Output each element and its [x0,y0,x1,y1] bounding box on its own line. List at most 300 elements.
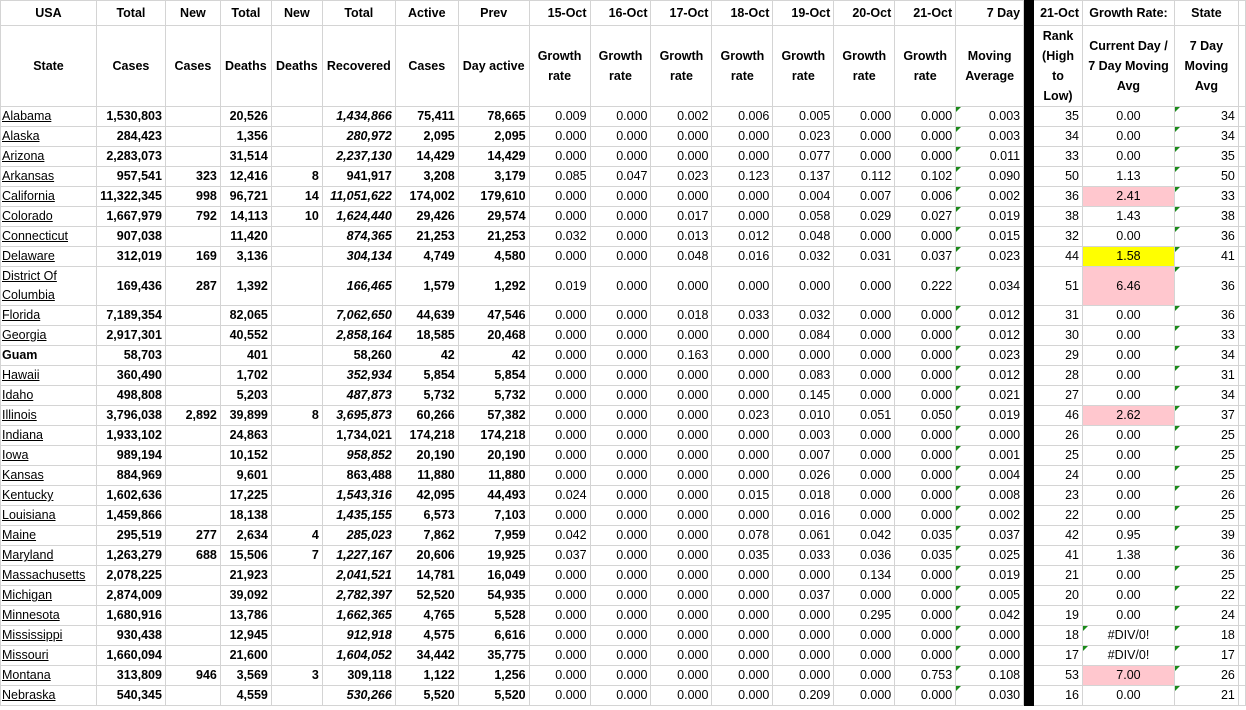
active-cases-cell[interactable]: 20,606 [395,546,458,566]
growth-rate-cell[interactable]: 0.000 [651,386,712,406]
new-deaths-cell[interactable] [271,426,322,446]
growth-ratio-cell[interactable]: 1.58 [1083,247,1175,267]
total-cases-cell[interactable]: 2,078,225 [96,566,165,586]
state-7day-ma-cell[interactable]: 22 [1174,586,1238,606]
growth-rate-cell[interactable]: 0.000 [529,306,590,326]
prev-day-active-cell[interactable]: 174,218 [458,426,529,446]
hdr-usa[interactable]: USA [1,1,97,26]
hdr-state-ma[interactable]: State [1174,1,1238,26]
total-cases-cell[interactable]: 1,530,803 [96,107,165,127]
growth-rate-cell[interactable]: 0.295 [834,606,895,626]
state-link[interactable]: Louisiana [1,506,97,526]
growth-rate-cell[interactable]: 0.018 [773,486,834,506]
growth-rate-cell[interactable]: 0.000 [529,626,590,646]
growth-rate-cell[interactable]: 0.753 [895,666,956,686]
growth-rate-cell[interactable]: 0.000 [712,506,773,526]
growth-rate-cell[interactable]: 0.000 [651,486,712,506]
hdr-19-oct[interactable]: 19-Oct [773,1,834,26]
growth-rate-cell[interactable]: 0.000 [712,127,773,147]
total-cases-cell[interactable]: 907,038 [96,227,165,247]
state-7day-ma-cell[interactable]: 39 [1174,526,1238,546]
state-link[interactable]: Alabama [1,107,97,127]
growth-rate-cell[interactable]: 0.000 [651,366,712,386]
growth-rate-cell[interactable]: 0.000 [529,127,590,147]
moving-average-cell[interactable]: 0.019 [956,207,1024,227]
growth-rate-cell[interactable]: 0.006 [895,187,956,207]
growth-rate-cell[interactable]: 0.000 [895,386,956,406]
rank-cell[interactable]: 44 [1034,247,1083,267]
total-deaths-cell[interactable]: 3,569 [220,666,271,686]
total-cases-cell[interactable]: 2,874,009 [96,586,165,606]
growth-rate-cell[interactable]: 0.000 [895,466,956,486]
total-deaths-cell[interactable]: 11,420 [220,227,271,247]
new-cases-cell[interactable]: 946 [165,666,220,686]
state-link[interactable]: Maryland [1,546,97,566]
state-link[interactable]: Michigan [1,586,97,606]
rank-cell[interactable]: 24 [1034,466,1083,486]
rank-cell[interactable]: 33 [1034,147,1083,167]
growth-rate-cell[interactable]: 0.048 [651,247,712,267]
total-cases-cell[interactable]: 313,809 [96,666,165,686]
state-link[interactable]: Minnesota [1,606,97,626]
recovered-cell[interactable]: 309,118 [322,666,395,686]
prev-day-active-cell[interactable]: 57,382 [458,406,529,426]
recovered-cell[interactable]: 166,465 [322,267,395,306]
growth-rate-cell[interactable]: 0.000 [529,147,590,167]
rank-cell[interactable]: 53 [1034,666,1083,686]
growth-ratio-cell[interactable]: 1.38 [1083,546,1175,566]
growth-rate-cell[interactable]: 0.000 [590,466,651,486]
hdr-17-oct[interactable]: 17-Oct [651,1,712,26]
state-link[interactable]: Iowa [1,446,97,466]
growth-rate-cell[interactable]: 0.000 [590,207,651,227]
growth-rate-cell[interactable]: 0.000 [895,586,956,606]
rank-cell[interactable]: 25 [1034,446,1083,466]
prev-day-active-cell[interactable]: 44,493 [458,486,529,506]
state-7day-ma-cell[interactable]: 25 [1174,566,1238,586]
growth-rate-cell[interactable]: 0.000 [590,406,651,426]
growth-ratio-cell[interactable]: 0.00 [1083,147,1175,167]
state-link[interactable]: Florida [1,306,97,326]
growth-rate-cell[interactable]: 0.013 [651,227,712,247]
recovered-cell[interactable]: 487,873 [322,386,395,406]
hdr-growth-21[interactable]: Growth rate [895,26,956,107]
new-deaths-cell[interactable] [271,686,322,706]
total-cases-cell[interactable]: 1,680,916 [96,606,165,626]
growth-rate-cell[interactable]: 0.004 [773,187,834,207]
rank-cell[interactable]: 35 [1034,107,1083,127]
growth-rate-cell[interactable]: 0.077 [773,147,834,167]
rank-cell[interactable]: 18 [1034,626,1083,646]
growth-rate-cell[interactable]: 0.000 [712,326,773,346]
growth-ratio-cell[interactable]: 0.00 [1083,127,1175,147]
total-deaths-cell[interactable]: 12,945 [220,626,271,646]
growth-rate-cell[interactable]: 0.032 [529,227,590,247]
state-link[interactable]: Kentucky [1,486,97,506]
state-7day-ma-cell[interactable]: 21 [1174,686,1238,706]
recovered-cell[interactable]: 2,041,521 [322,566,395,586]
growth-rate-cell[interactable]: 0.000 [590,666,651,686]
growth-rate-cell[interactable]: 0.024 [529,486,590,506]
moving-average-cell[interactable]: 0.019 [956,566,1024,586]
growth-rate-cell[interactable]: 0.000 [834,466,895,486]
growth-rate-cell[interactable]: 0.050 [895,406,956,426]
active-cases-cell[interactable]: 174,002 [395,187,458,207]
hdr-rank[interactable]: Rank (High to Low) [1034,26,1083,107]
moving-average-cell[interactable]: 0.003 [956,107,1024,127]
empty-cell[interactable] [1238,406,1245,426]
growth-rate-cell[interactable]: 0.000 [895,646,956,666]
prev-day-active-cell[interactable]: 6,616 [458,626,529,646]
prev-day-active-cell[interactable]: 5,732 [458,386,529,406]
growth-rate-cell[interactable]: 0.000 [773,646,834,666]
moving-average-cell[interactable]: 0.030 [956,686,1024,706]
hdr-21-oct[interactable]: 21-Oct [895,1,956,26]
active-cases-cell[interactable]: 2,095 [395,127,458,147]
total-cases-cell[interactable]: 58,703 [96,346,165,366]
state-link[interactable]: Maine [1,526,97,546]
growth-rate-cell[interactable]: 0.000 [651,127,712,147]
total-deaths-cell[interactable]: 15,506 [220,546,271,566]
growth-ratio-cell[interactable]: 0.00 [1083,686,1175,706]
growth-ratio-cell[interactable]: 1.43 [1083,207,1175,227]
new-cases-cell[interactable]: 2,892 [165,406,220,426]
state-7day-ma-cell[interactable]: 24 [1174,606,1238,626]
rank-cell[interactable]: 30 [1034,326,1083,346]
growth-rate-cell[interactable]: 0.000 [651,646,712,666]
growth-rate-cell[interactable]: 0.058 [773,207,834,227]
growth-rate-cell[interactable]: 0.012 [712,227,773,247]
prev-day-active-cell[interactable]: 1,292 [458,267,529,306]
hdr-7-day[interactable]: 7 Day [956,1,1024,26]
rank-cell[interactable]: 21 [1034,566,1083,586]
total-cases-cell[interactable]: 884,969 [96,466,165,486]
growth-rate-cell[interactable]: 0.000 [895,107,956,127]
growth-ratio-cell[interactable]: 0.00 [1083,586,1175,606]
growth-rate-cell[interactable]: 0.007 [834,187,895,207]
prev-day-active-cell[interactable]: 2,095 [458,127,529,147]
total-deaths-cell[interactable]: 2,634 [220,526,271,546]
growth-rate-cell[interactable]: 0.000 [834,306,895,326]
prev-day-active-cell[interactable]: 20,190 [458,446,529,466]
growth-rate-cell[interactable]: 0.000 [529,386,590,406]
prev-day-active-cell[interactable]: 5,854 [458,366,529,386]
growth-rate-cell[interactable]: 0.000 [651,446,712,466]
empty-cell[interactable] [1238,326,1245,346]
total-deaths-cell[interactable]: 1,356 [220,127,271,147]
empty-cell[interactable] [1238,486,1245,506]
new-cases-cell[interactable] [165,506,220,526]
hdr-new[interactable]: New [165,1,220,26]
state-7day-ma-cell[interactable]: 25 [1174,466,1238,486]
state-7day-ma-cell[interactable]: 31 [1174,366,1238,386]
new-cases-cell[interactable] [165,346,220,366]
total-deaths-cell[interactable]: 14,113 [220,207,271,227]
growth-rate-cell[interactable]: 0.000 [834,267,895,306]
growth-rate-cell[interactable]: 0.000 [651,267,712,306]
growth-ratio-cell[interactable]: 0.00 [1083,227,1175,247]
state-7day-ma-cell[interactable]: 50 [1174,167,1238,187]
growth-rate-cell[interactable]: 0.000 [590,546,651,566]
active-cases-cell[interactable]: 1,122 [395,666,458,686]
hdr-prev-day-active[interactable]: Day active [458,26,529,107]
total-cases-cell[interactable]: 1,667,979 [96,207,165,227]
growth-rate-cell[interactable]: 0.000 [834,107,895,127]
growth-rate-cell[interactable]: 0.047 [590,167,651,187]
state-link[interactable]: Idaho [1,386,97,406]
new-deaths-cell[interactable] [271,267,322,306]
state-7day-ma-cell[interactable]: 37 [1174,406,1238,426]
new-deaths-cell[interactable] [271,646,322,666]
moving-average-cell[interactable]: 0.000 [956,646,1024,666]
growth-ratio-cell[interactable]: 2.62 [1083,406,1175,426]
growth-rate-cell[interactable]: 0.000 [529,686,590,706]
growth-rate-cell[interactable]: 0.035 [712,546,773,566]
growth-rate-cell[interactable]: 0.000 [895,566,956,586]
growth-rate-cell[interactable]: 0.000 [590,586,651,606]
recovered-cell[interactable]: 2,782,397 [322,586,395,606]
rank-cell[interactable]: 32 [1034,227,1083,247]
growth-rate-cell[interactable]: 0.016 [773,506,834,526]
rank-cell[interactable]: 31 [1034,306,1083,326]
prev-day-active-cell[interactable]: 5,520 [458,686,529,706]
state-link[interactable]: Indiana [1,426,97,446]
empty-cell[interactable] [1238,366,1245,386]
active-cases-cell[interactable]: 6,573 [395,506,458,526]
rank-cell[interactable]: 34 [1034,127,1083,147]
growth-rate-cell[interactable]: 0.000 [895,606,956,626]
growth-rate-cell[interactable]: 0.000 [895,346,956,366]
empty-cell[interactable] [1238,386,1245,406]
new-deaths-cell[interactable]: 3 [271,666,322,686]
prev-day-active-cell[interactable]: 19,925 [458,546,529,566]
new-cases-cell[interactable] [165,566,220,586]
total-cases-cell[interactable]: 284,423 [96,127,165,147]
active-cases-cell[interactable]: 29,426 [395,207,458,227]
growth-rate-cell[interactable]: 0.023 [651,167,712,187]
total-cases-cell[interactable]: 1,660,094 [96,646,165,666]
new-deaths-cell[interactable] [271,326,322,346]
total-deaths-cell[interactable]: 82,065 [220,306,271,326]
recovered-cell[interactable]: 285,023 [322,526,395,546]
growth-rate-cell[interactable]: 0.000 [773,346,834,366]
growth-rate-cell[interactable]: 0.007 [773,446,834,466]
total-deaths-cell[interactable]: 4,559 [220,686,271,706]
new-cases-cell[interactable] [165,606,220,626]
hdr-new-deaths-2[interactable]: Deaths [271,26,322,107]
growth-rate-cell[interactable]: 0.000 [590,107,651,127]
growth-rate-cell[interactable]: 0.000 [590,526,651,546]
state-link[interactable]: Massachusetts [1,566,97,586]
new-cases-cell[interactable]: 277 [165,526,220,546]
rank-cell[interactable]: 26 [1034,426,1083,446]
new-deaths-cell[interactable] [271,147,322,167]
total-cases-cell[interactable]: 957,541 [96,167,165,187]
growth-rate-cell[interactable]: 0.000 [590,187,651,207]
state-7day-ma-cell[interactable]: 34 [1174,386,1238,406]
growth-rate-cell[interactable]: 0.000 [651,626,712,646]
growth-rate-cell[interactable]: 0.000 [834,346,895,366]
growth-rate-cell[interactable]: 0.209 [773,686,834,706]
growth-rate-cell[interactable]: 0.000 [895,227,956,247]
hdr-state[interactable]: State [1,26,97,107]
empty-cell[interactable] [1238,306,1245,326]
growth-rate-cell[interactable]: 0.005 [773,107,834,127]
growth-ratio-cell[interactable]: 0.00 [1083,466,1175,486]
state-link[interactable]: Arkansas [1,167,97,187]
active-cases-cell[interactable]: 4,575 [395,626,458,646]
prev-day-active-cell[interactable]: 35,775 [458,646,529,666]
state-7day-ma-cell[interactable]: 36 [1174,306,1238,326]
new-cases-cell[interactable] [165,386,220,406]
moving-average-cell[interactable]: 0.012 [956,366,1024,386]
growth-rate-cell[interactable]: 0.000 [834,147,895,167]
total-cases-cell[interactable]: 295,519 [96,526,165,546]
growth-rate-cell[interactable]: 0.000 [712,606,773,626]
moving-average-cell[interactable]: 0.015 [956,227,1024,247]
growth-ratio-cell[interactable]: #DIV/0! [1083,646,1175,666]
growth-rate-cell[interactable]: 0.000 [651,566,712,586]
growth-ratio-cell[interactable]: 0.00 [1083,306,1175,326]
moving-average-cell[interactable]: 0.025 [956,546,1024,566]
new-cases-cell[interactable] [165,646,220,666]
growth-rate-cell[interactable]: 0.000 [651,187,712,207]
total-deaths-cell[interactable]: 24,863 [220,426,271,446]
new-cases-cell[interactable] [165,466,220,486]
growth-rate-cell[interactable]: 0.032 [773,247,834,267]
prev-day-active-cell[interactable]: 7,959 [458,526,529,546]
rank-cell[interactable]: 19 [1034,606,1083,626]
total-cases-cell[interactable]: 312,019 [96,247,165,267]
growth-rate-cell[interactable]: 0.000 [773,606,834,626]
growth-rate-cell[interactable]: 0.000 [590,686,651,706]
growth-rate-cell[interactable]: 0.035 [895,546,956,566]
growth-ratio-cell[interactable]: 0.00 [1083,566,1175,586]
growth-rate-cell[interactable]: 0.000 [651,147,712,167]
active-cases-cell[interactable]: 4,765 [395,606,458,626]
growth-rate-cell[interactable]: 0.037 [773,586,834,606]
growth-ratio-cell[interactable]: 0.00 [1083,426,1175,446]
growth-rate-cell[interactable]: 0.000 [590,486,651,506]
total-deaths-cell[interactable]: 10,152 [220,446,271,466]
recovered-cell[interactable]: 7,062,650 [322,306,395,326]
total-deaths-cell[interactable]: 31,514 [220,147,271,167]
growth-rate-cell[interactable]: 0.036 [834,546,895,566]
growth-rate-cell[interactable]: 0.000 [834,486,895,506]
growth-rate-cell[interactable]: 0.000 [590,346,651,366]
growth-rate-cell[interactable]: 0.084 [773,326,834,346]
growth-rate-cell[interactable]: 0.000 [651,466,712,486]
growth-rate-cell[interactable]: 0.000 [651,546,712,566]
recovered-cell[interactable]: 280,972 [322,127,395,147]
moving-average-cell[interactable]: 0.021 [956,386,1024,406]
hdr-prev[interactable]: Prev [458,1,529,26]
prev-day-active-cell[interactable]: 5,528 [458,606,529,626]
growth-rate-cell[interactable]: 0.000 [590,247,651,267]
recovered-cell[interactable]: 1,624,440 [322,207,395,227]
rank-cell[interactable]: 36 [1034,187,1083,207]
prev-day-active-cell[interactable]: 1,256 [458,666,529,686]
new-cases-cell[interactable]: 323 [165,167,220,187]
active-cases-cell[interactable]: 14,781 [395,566,458,586]
total-cases-cell[interactable]: 1,933,102 [96,426,165,446]
new-deaths-cell[interactable] [271,227,322,247]
growth-rate-cell[interactable]: 0.000 [712,446,773,466]
growth-rate-cell[interactable]: 0.000 [590,366,651,386]
growth-rate-cell[interactable]: 0.000 [712,366,773,386]
rank-cell[interactable]: 28 [1034,366,1083,386]
growth-rate-cell[interactable]: 0.000 [529,247,590,267]
growth-rate-cell[interactable]: 0.000 [834,326,895,346]
growth-rate-cell[interactable]: 0.000 [895,147,956,167]
hdr-recovered[interactable]: Recovered [322,26,395,107]
hdr-moving-average[interactable]: Moving Average [956,26,1024,107]
growth-rate-cell[interactable]: 0.000 [834,426,895,446]
prev-day-active-cell[interactable]: 20,468 [458,326,529,346]
active-cases-cell[interactable]: 42 [395,346,458,366]
new-deaths-cell[interactable]: 8 [271,167,322,187]
growth-rate-cell[interactable]: 0.000 [529,426,590,446]
empty-cell[interactable] [1238,107,1245,127]
growth-rate-cell[interactable]: 0.000 [590,446,651,466]
empty-cell[interactable] [1238,546,1245,566]
growth-rate-cell[interactable]: 0.000 [529,466,590,486]
empty-cell[interactable] [1238,247,1245,267]
moving-average-cell[interactable]: 0.003 [956,127,1024,147]
new-deaths-cell[interactable] [271,466,322,486]
moving-average-cell[interactable]: 0.001 [956,446,1024,466]
growth-rate-cell[interactable]: 0.083 [773,366,834,386]
state-7day-ma-cell[interactable]: 18 [1174,626,1238,646]
total-cases-cell[interactable]: 2,283,073 [96,147,165,167]
total-cases-cell[interactable]: 360,490 [96,366,165,386]
growth-rate-cell[interactable]: 0.000 [895,486,956,506]
active-cases-cell[interactable]: 14,429 [395,147,458,167]
active-cases-cell[interactable]: 34,442 [395,646,458,666]
moving-average-cell[interactable]: 0.002 [956,187,1024,207]
growth-rate-cell[interactable]: 0.085 [529,167,590,187]
new-deaths-cell[interactable] [271,247,322,267]
growth-rate-cell[interactable]: 0.000 [834,626,895,646]
hdr-20-oct[interactable]: 20-Oct [834,1,895,26]
growth-ratio-cell[interactable]: 0.00 [1083,506,1175,526]
new-deaths-cell[interactable]: 4 [271,526,322,546]
active-cases-cell[interactable]: 4,749 [395,247,458,267]
recovered-cell[interactable]: 941,917 [322,167,395,187]
state-link[interactable]: Illinois [1,406,97,426]
empty-cell[interactable] [1238,506,1245,526]
empty-cell[interactable] [1238,586,1245,606]
empty-cell[interactable] [1238,26,1245,107]
state-7day-ma-cell[interactable]: 36 [1174,267,1238,306]
hdr-16-oct[interactable]: 16-Oct [590,1,651,26]
recovered-cell[interactable]: 304,134 [322,247,395,267]
growth-rate-cell[interactable]: 0.000 [590,566,651,586]
growth-rate-cell[interactable]: 0.000 [529,406,590,426]
new-deaths-cell[interactable]: 14 [271,187,322,207]
total-deaths-cell[interactable]: 21,923 [220,566,271,586]
growth-rate-cell[interactable]: 0.023 [712,406,773,426]
growth-rate-cell[interactable]: 0.000 [529,207,590,227]
growth-rate-cell[interactable]: 0.000 [712,566,773,586]
growth-rate-cell[interactable]: 0.000 [590,506,651,526]
hdr-21-oct-rank[interactable]: 21-Oct [1034,1,1083,26]
growth-rate-cell[interactable]: 0.000 [895,366,956,386]
moving-average-cell[interactable]: 0.004 [956,466,1024,486]
growth-ratio-cell[interactable]: #DIV/0! [1083,626,1175,646]
rank-cell[interactable]: 50 [1034,167,1083,187]
state-7day-ma-cell[interactable]: 34 [1174,346,1238,366]
